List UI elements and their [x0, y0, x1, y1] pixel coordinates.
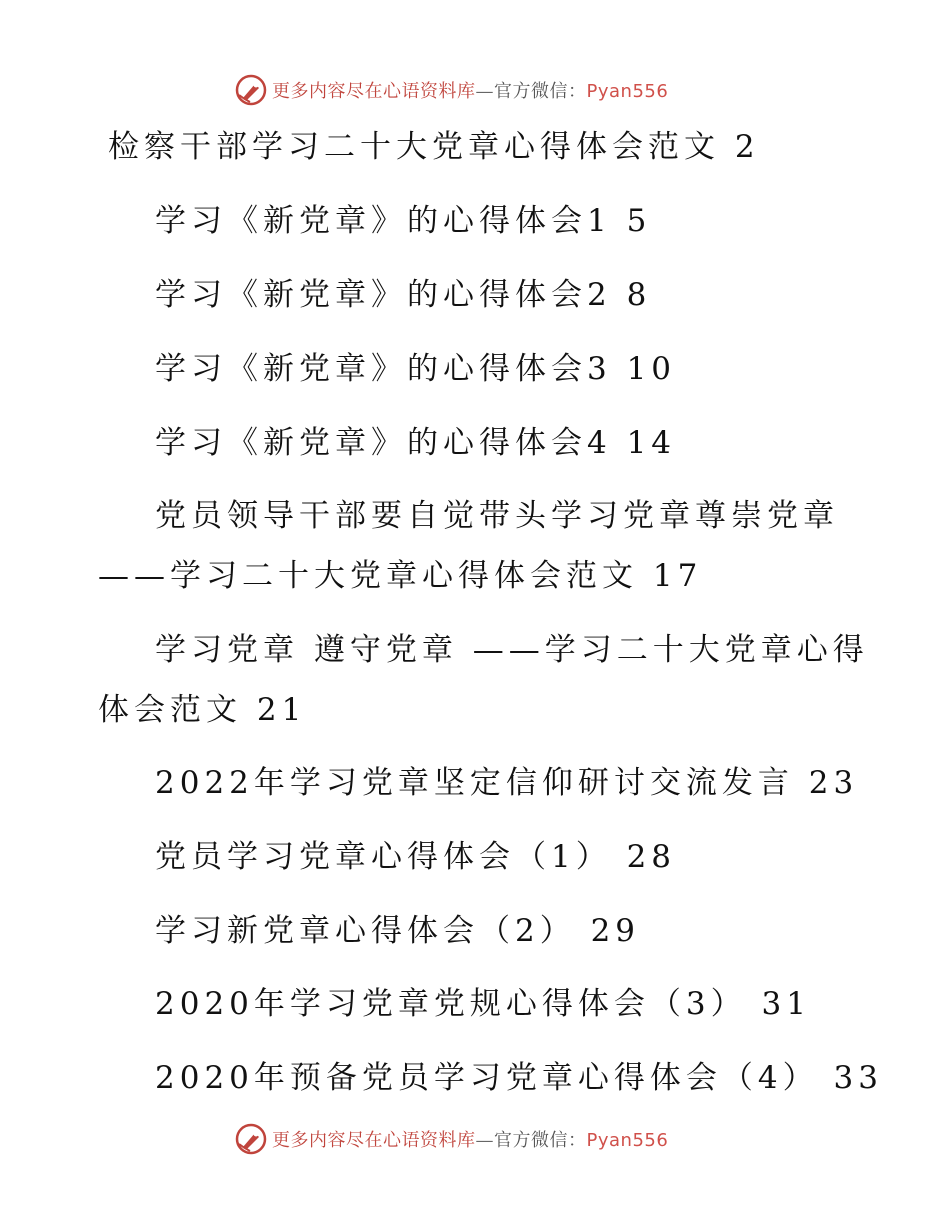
toc-entry: 学习《新党章》的心得体会4 14	[155, 425, 677, 461]
toc-entry: 党员学习党章心得体会（1） 28	[155, 839, 677, 875]
pen-nib-logo-icon	[234, 1122, 268, 1156]
watermark-text: 更多内容尽在心语资料库—官方微信：Pyan556	[272, 1130, 669, 1151]
watermark-banner-bottom	[234, 1121, 668, 1157]
watermark-banner-top	[234, 72, 668, 108]
toc-entry: 学习《新党章》的心得体会3 10	[155, 351, 677, 387]
toc-entry-continuation: ——学习二十大党章心得体会范文 17	[98, 558, 703, 594]
toc-entry-continuation: 体会范文 21	[98, 692, 307, 728]
toc-entry: 学习党章 遵守党章 ——学习二十大党章心得	[155, 632, 869, 668]
toc-entry: 学习新党章心得体会（2） 29	[155, 913, 641, 949]
pen-nib-logo-icon	[234, 73, 268, 107]
toc-entry: 学习《新党章》的心得体会2 8	[155, 277, 652, 313]
toc-entry: 2020年学习党章党规心得体会（3） 31	[155, 986, 811, 1022]
toc-entry: 2022年学习党章坚定信仰研讨交流发言 23	[155, 765, 859, 801]
toc-entry: 2020年预备党员学习党章心得体会（4） 33	[155, 1060, 883, 1096]
toc-entry: 党员领导干部要自觉带头学习党章尊崇党章	[155, 498, 839, 534]
watermark-text: 更多内容尽在心语资料库—官方微信：Pyan556	[272, 81, 669, 102]
toc-entry: 检察干部学习二十大党章心得体会范文 2	[108, 129, 760, 165]
toc-entry: 学习《新党章》的心得体会1 5	[155, 203, 652, 239]
